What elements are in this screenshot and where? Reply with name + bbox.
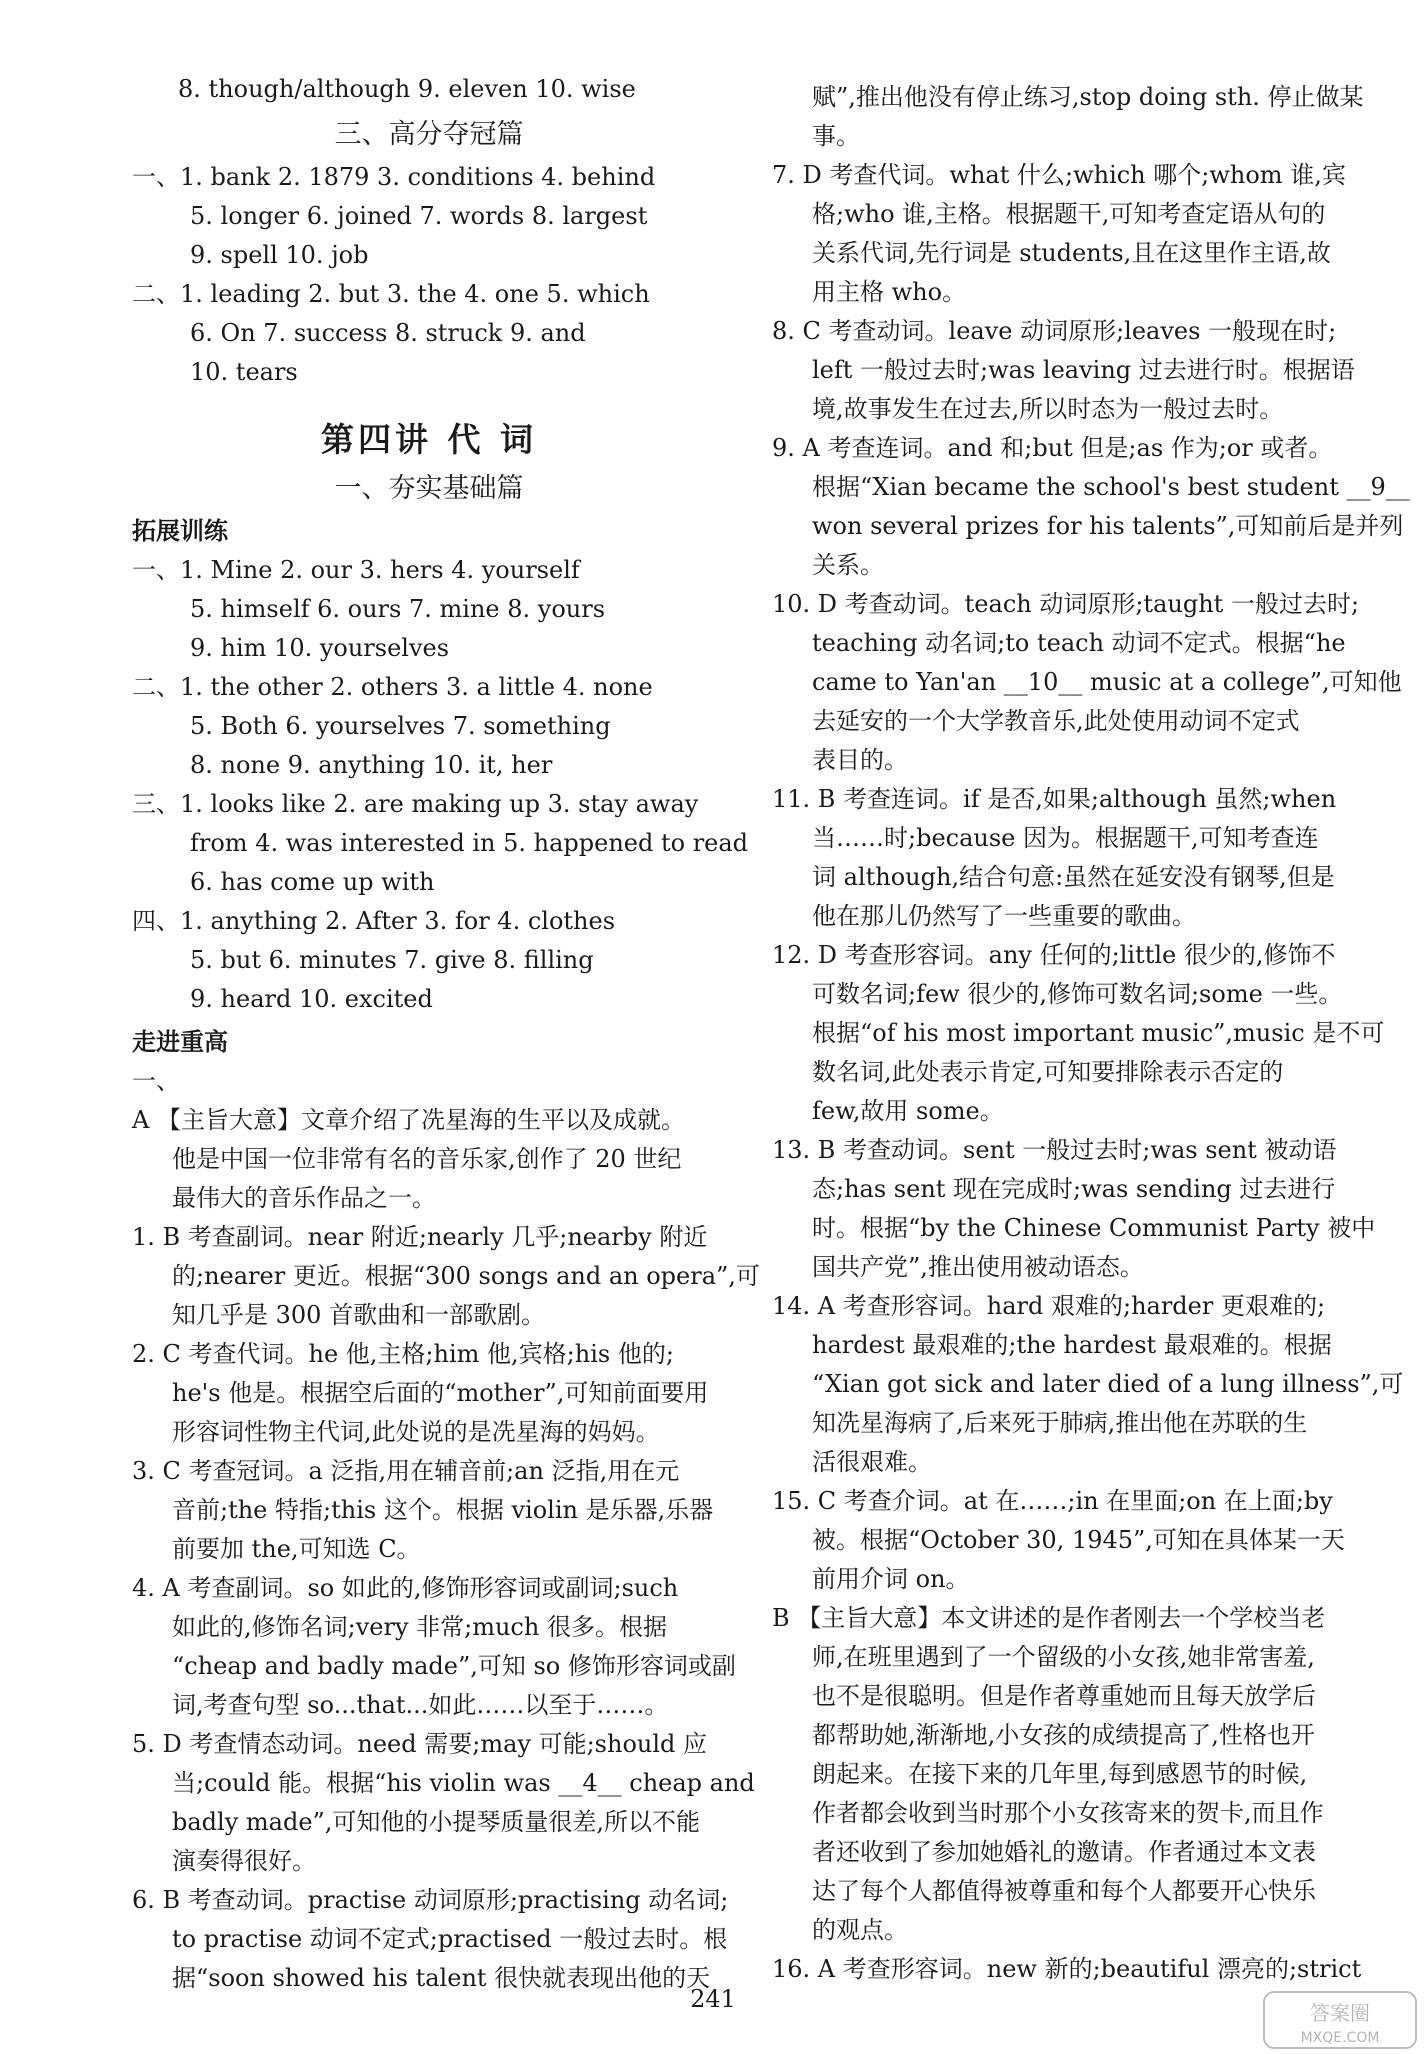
right-text-line: 者还收到了参加她婚礼的邀请。作者通过本文表 — [812, 1838, 1316, 1866]
left-text-line: 5. D 考查情态动词。need 需要;may 可能;should 应 — [132, 1730, 708, 1758]
left-text-line: 知几乎是 300 首歌曲和一部歌剧。 — [172, 1301, 546, 1329]
left-text-line: 的;nearer 更近。根据“300 songs and an opera”,可 — [172, 1262, 760, 1290]
right-text-line: 都帮助她,渐渐地,小女孩的成绩提高了,性格也开 — [812, 1721, 1315, 1749]
right-text-line: left 一般过去时;was leaving 过去进行时。根据语 — [812, 356, 1355, 384]
left-text-line: 5. himself 6. ours 7. mine 8. yours — [190, 595, 606, 623]
left-text-line: 据“soon showed his talent 很快就表现出他的天 — [172, 1964, 711, 1992]
left-text-line: 当;could 能。根据“his violin was __4__ cheap and — [172, 1769, 755, 1797]
right-text-line: 活很艰难。 — [812, 1448, 932, 1476]
right-text-line: 前用介词 on。 — [812, 1565, 970, 1593]
left-text-line: 5. Both 6. yourselves 7. something — [190, 712, 611, 740]
left-text-line: 拓展训练 — [132, 517, 228, 545]
right-text-line: 16. A 考查形容词。new 新的;beautiful 漂亮的;strict — [772, 1955, 1362, 1983]
right-text-line: 15. C 考查介词。at 在……;in 在里面;on 在上面;by — [772, 1487, 1333, 1515]
right-column — [772, 78, 1410, 1989]
right-text-line: hardest 最艰难的;the hardest 最艰难的。根据 — [812, 1331, 1332, 1359]
left-text-line: 他是中国一位非常有名的音乐家,创作了 20 世纪 — [172, 1145, 682, 1173]
left-text-line: 4. A 考查副词。so 如此的,修饰形容词或副词;such — [132, 1574, 679, 1602]
left-text-line: 最伟大的音乐作品之一。 — [172, 1184, 436, 1212]
right-text-line: “Xian got sick and later died of a lung illness”,可 — [812, 1370, 1404, 1398]
right-text-line: 被。根据“October 30, 1945”,可知在具体某一天 — [812, 1526, 1345, 1554]
left-text-line: 一、1. bank 2. 1879 3. conditions 4. behind — [132, 163, 656, 191]
left-column — [132, 70, 760, 1998]
right-text-line: 可数名词;few 很少的,修饰可数名词;some 一些。 — [812, 980, 1343, 1008]
right-text-line: few,故用 some。 — [812, 1097, 1004, 1125]
left-text-line: 1. B 考查副词。near 附近;nearly 几乎;nearby 附近 — [132, 1223, 708, 1251]
right-text-line: 达了每个人都值得被尊重和每个人都要开心快乐 — [812, 1877, 1316, 1905]
right-text-line: 也不是很聪明。但是作者尊重她而且每天放学后 — [812, 1682, 1316, 1710]
right-text-line: 8. C 考查动词。leave 动词原形;leaves 一般现在时; — [772, 317, 1337, 345]
right-text-line: 时。根据“by the Chinese Communist Party 被中 — [812, 1214, 1376, 1242]
right-text-line: 7. D 考查代词。what 什么;which 哪个;whom 谁,宾 — [772, 161, 1346, 189]
right-text-line: 格;who 谁,主格。根据题干,可知考查定语从句的 — [812, 200, 1326, 228]
left-text-line: 2. C 考查代词。he 他,主格;him 他,宾格;his 他的; — [132, 1340, 674, 1368]
left-text-line: 如此的,修饰名词;very 非常;much 很多。根据 — [172, 1613, 667, 1641]
left-text-line: 词,考查句型 so...that...如此……以至于……。 — [172, 1691, 669, 1719]
left-text-line: 3. C 考查冠词。a 泛指,用在辅音前;an 泛指,用在元 — [132, 1457, 680, 1485]
left-text-line: 音前;the 特指;this 这个。根据 violin 是乐器,乐器 — [172, 1496, 714, 1524]
left-text-line: badly made”,可知他的小提琴质量很差,所以不能 — [172, 1808, 701, 1836]
right-text-line: 去延安的一个大学教音乐,此处使用动词不定式 — [812, 707, 1300, 735]
left-text-line: 5. but 6. minutes 7. give 8. filling — [190, 946, 594, 974]
left-text-line: 6. B 考查动词。practise 动词原形;practising 动名词; — [132, 1886, 729, 1914]
right-text-line: came to Yan'an __10__ music at a college”,可知他 — [812, 668, 1402, 696]
right-text-line: 12. D 考查形容词。any 任何的;little 很少的,修饰不 — [772, 941, 1336, 969]
page-number: 241 — [690, 1985, 736, 2013]
left-text-line: 形容词性物主代词,此处说的是冼星海的妈妈。 — [172, 1418, 660, 1446]
right-text-line: 数名词,此处表示肯定,可知要排除表示否定的 — [812, 1058, 1284, 1086]
svg-text:答案圈: 答案圈 — [1310, 2001, 1370, 2025]
right-text-line: 当……时;because 因为。根据题干,可知考查连 — [812, 824, 1319, 852]
right-text-line: 他在那儿仍然写了一些重要的歌曲。 — [812, 902, 1196, 930]
left-text-line: 第四讲 代 词 — [321, 420, 537, 459]
right-text-line: 11. B 考查连词。if 是否,如果;although 虽然;when — [772, 785, 1337, 813]
left-text-line: 一、1. Mine 2. our 3. hers 4. yourself — [132, 556, 580, 584]
right-text-line: 关系。 — [812, 551, 884, 579]
right-text-line: 关系代词,先行词是 students,且在这里作主语,故 — [812, 239, 1331, 267]
right-text-line: 的观点。 — [812, 1916, 908, 1944]
right-text-line: 知冼星海病了,后来死于肺病,推出他在苏联的生 — [812, 1409, 1308, 1437]
left-text-line: 6. On 7. success 8. struck 9. and — [190, 319, 586, 347]
watermark-icon — [1262, 1990, 1418, 2050]
right-text-line: 14. A 考查形容词。hard 艰难的;harder 更艰难的; — [772, 1292, 1326, 1320]
left-text-line: 三、1. looks like 2. are making up 3. stay away — [132, 790, 699, 818]
left-text-line: he's 他是。根据空后面的“mother”,可知前面要用 — [172, 1379, 709, 1407]
left-text-line: 走进重高 — [132, 1028, 228, 1056]
right-text-line: 表目的。 — [812, 746, 908, 774]
left-text-line: 8. none 9. anything 10. it, her — [190, 751, 553, 779]
right-text-line: 作者都会收到当时那个小女孩寄来的贺卡,而且作 — [812, 1799, 1324, 1827]
left-text-line: 一、 — [132, 1067, 180, 1095]
left-text-line: 9. heard 10. excited — [190, 985, 433, 1013]
left-text-line: from 4. was interested in 5. happened to read — [190, 829, 749, 857]
right-text-line: teaching 动名词;to teach 动词不定式。根据“he — [812, 629, 1346, 657]
right-text-line: 词 although,结合句意:虽然在延安没有钢琴,但是 — [812, 863, 1335, 891]
left-text-line: 10. tears — [190, 358, 298, 386]
right-text-line: 赋”,推出他没有停止练习,stop doing sth. 停止做某 — [812, 83, 1364, 111]
right-text-line: 13. B 考查动词。sent 一般过去时;was sent 被动语 — [772, 1136, 1337, 1164]
right-text-line: 用主格 who。 — [812, 278, 967, 306]
right-text-line: 境,故事发生在过去,所以时态为一般过去时。 — [812, 395, 1284, 423]
right-text-line: 朗起来。在接下来的几年里,每到感恩节的时候, — [812, 1760, 1308, 1788]
right-text-line: 态;has sent 现在完成时;was sending 过去进行 — [812, 1175, 1336, 1203]
right-text-line: 国共产党”,推出使用被动语态。 — [812, 1253, 1144, 1281]
left-text-line: 演奏得很好。 — [172, 1847, 316, 1875]
svg-text:MXQE.COM: MXQE.COM — [1300, 2030, 1380, 2046]
left-text-line: 5. longer 6. joined 7. words 8. largest — [190, 202, 648, 230]
left-text-line: 三、高分夺冠篇 — [334, 119, 524, 150]
right-text-line: 事。 — [812, 122, 860, 150]
left-text-line: 8. though/although 9. eleven 10. wise — [178, 75, 636, 103]
left-text-line: A 【主旨大意】文章介绍了冼星海的生平以及成就。 — [132, 1106, 685, 1134]
right-text-line: 根据“Xian became the school's best student __9__ — [812, 473, 1410, 501]
left-text-line: 一、夯实基础篇 — [334, 473, 524, 504]
right-text-line: 根据“of his most important music”,music 是不可 — [812, 1019, 1385, 1047]
right-text-line: 10. D 考查动词。teach 动词原形;taught 一般过去时; — [772, 590, 1360, 618]
left-text-line: 二、1. leading 2. but 3. the 4. one 5. which — [132, 280, 650, 308]
watermark-logo — [1262, 1990, 1418, 2050]
left-text-line: 二、1. the other 2. others 3. a little 4. none — [132, 673, 653, 701]
left-text-line: 9. spell 10. job — [190, 241, 369, 269]
right-text-line: won several prizes for his talents”,可知前后是并列 — [812, 512, 1404, 540]
right-text-line: B 【主旨大意】本文讲述的是作者刚去一个学校当老 — [772, 1604, 1326, 1632]
left-text-line: 9. him 10. yourselves — [190, 634, 450, 662]
left-text-line: “cheap and badly made”,可知 so 修饰形容词或副 — [172, 1652, 736, 1680]
left-text-line: 四、1. anything 2. After 3. for 4. clothes — [132, 907, 616, 935]
left-text-line: 前要加 the,可知选 C。 — [172, 1535, 421, 1563]
right-text-line: 9. A 考查连词。and 和;but 但是;as 作为;or 或者。 — [772, 434, 1333, 462]
left-text-line: to practise 动词不定式;practised 一般过去时。根 — [172, 1925, 728, 1953]
right-text-line: 师,在班里遇到了一个留级的小女孩,她非常害羞, — [812, 1643, 1315, 1671]
left-text-line: 6. has come up with — [190, 868, 435, 896]
